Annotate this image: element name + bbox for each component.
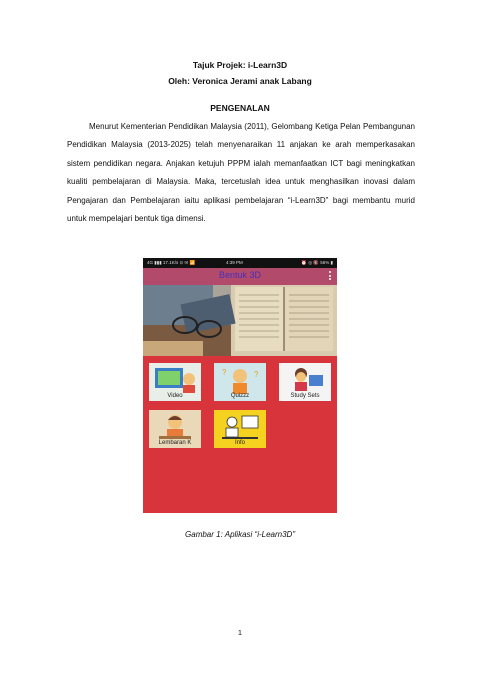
- page-number: 1: [237, 628, 243, 637]
- tile-label: Quizzz: [230, 393, 250, 399]
- app-screenshot: [143, 258, 337, 513]
- carousel-indicator[interactable]: [241, 346, 256, 356]
- tile-video[interactable]: [149, 363, 201, 401]
- app-bar: [143, 268, 337, 285]
- tile-label: Info: [234, 440, 245, 446]
- book-glasses-illustration: [143, 285, 337, 356]
- tile-label: Lembaran K: [158, 440, 192, 446]
- status-time: 4:39 PM: [226, 260, 243, 265]
- app-title: Bentuk 3D: [218, 270, 262, 280]
- svg-text:?: ?: [222, 368, 227, 377]
- doc-title: Tajuk Projek: i-Learn3D: [192, 60, 288, 70]
- tile-quiz[interactable]: [214, 363, 266, 401]
- status-left: 4G ▮▮▮ 17.1K/s ⊙ ✉ 📶: [147, 260, 196, 265]
- doc-author: Oleh: Veronica Jerami anak Labang: [168, 76, 312, 86]
- status-right: ⏰ ◎ 🔇 56% ▮: [301, 260, 333, 265]
- intro-paragraph: Menurut Kementerian Pendidikan Malaysia (2011), Gelombang Ketiga Pelan Pembangunan Pendidikan Malaysia (2013-2025) telah menyenaraikan 11 anjakan ke arah memperkasakan sistem pendidikan negara. Anjakan ketujuh PPPM ialah memanfaatkan ICT bagi meningkatkan kualiti pembelajaran di Malaysia. Maka, tercetuslah idea untuk menghasilkan inovasi dalam Pengajaran dan Pembelajaran iaitu aplikasi pembelajaran “i-Learn3D” bagi membantu murid untuk mempelajari bentuk tiga dimensi.: [67, 122, 415, 224]
- overflow-menu-icon[interactable]: [329, 271, 332, 282]
- tile-label: Study Sets: [290, 393, 320, 399]
- figure-caption: Gambar 1: Aplikasi “i-Learn3D”: [185, 530, 295, 539]
- svg-text:?: ?: [254, 370, 259, 379]
- tile-lembaran-kerja[interactable]: [149, 410, 201, 448]
- tile-label: Video: [167, 393, 183, 399]
- tile-info[interactable]: [214, 410, 266, 448]
- banner-image: [143, 285, 337, 356]
- status-bar: [143, 258, 337, 268]
- section-heading: PENGENALAN: [210, 103, 270, 113]
- tile-study-sets[interactable]: [279, 363, 331, 401]
